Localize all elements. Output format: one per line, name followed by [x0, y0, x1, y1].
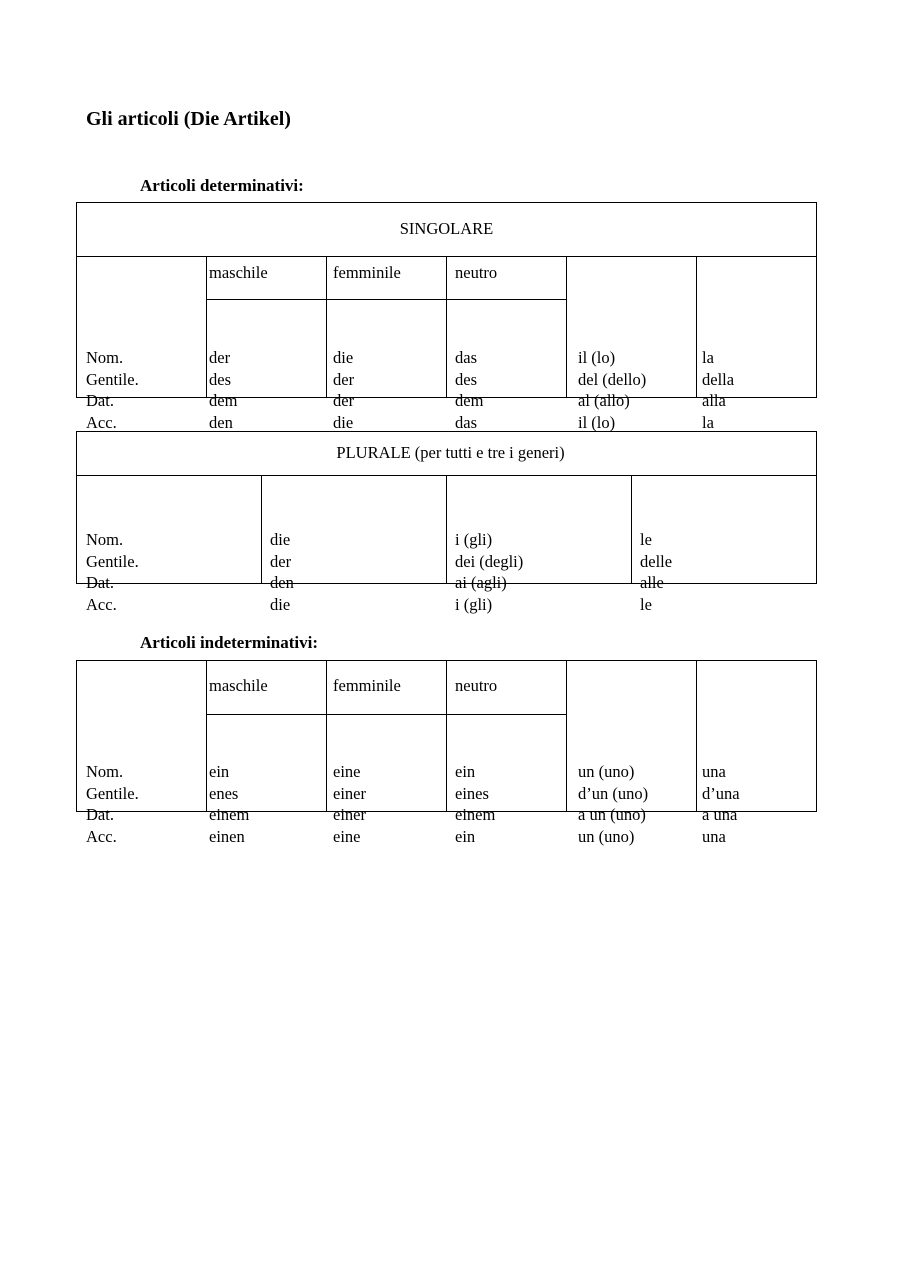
plurale-col-divider-1 [261, 475, 262, 584]
singolare-col-divider-3 [446, 256, 447, 398]
indet-gender-header-femminile: femminile [333, 676, 401, 695]
indeterminativi-heading: Articoli indeterminativi: [140, 633, 318, 652]
indet-col-divider-1 [206, 660, 207, 812]
singolare-gender-divider [206, 299, 566, 300]
singolare-femminile: die der der die [333, 348, 355, 432]
indet-gender-header-maschile: maschile [209, 676, 268, 695]
indet-maschile: ein enes einem einen [209, 762, 250, 846]
indet-col-divider-4 [566, 660, 567, 812]
singolare-col-divider-2 [326, 256, 327, 398]
page-title: Gli articoli (Die Artikel) [86, 108, 291, 130]
singolare-cases: Nom. Gentile. Dat. Acc. [86, 348, 139, 432]
singolare-maschile: der des dem den [209, 348, 238, 432]
plurale-col-divider-2 [446, 475, 447, 584]
singolare-neutro: das des dem das [455, 348, 484, 432]
singolare-col-divider-1 [206, 256, 207, 398]
indet-col-divider-5 [696, 660, 697, 812]
plurale-col-divider-3 [631, 475, 632, 584]
singolare-col-divider-5 [696, 256, 697, 398]
singolare-it-masc: il (lo) del (dello) al (allo) il (lo) [578, 348, 647, 432]
determinativi-heading: Articoli determinativi: [140, 176, 304, 195]
indet-gender-divider [206, 714, 566, 715]
indet-cases: Nom. Gentile. Dat. Acc. [86, 762, 139, 846]
indet-col-divider-3 [446, 660, 447, 812]
indet-it-fem: una d’una a una una [702, 762, 740, 846]
plurale-it-masc: i (gli) dei (degli) ai (agli) i (gli) [455, 530, 524, 614]
gender-header-femminile: femminile [333, 263, 401, 282]
singolare-header: SINGOLARE [399, 219, 494, 238]
plurale-header: PLURALE (per tutti e tre i generi) [336, 443, 565, 462]
singolare-it-fem: la della alla la [702, 348, 735, 432]
singolare-col-divider-4 [566, 256, 567, 398]
indet-it-masc: un (uno) d’un (uno) a un (uno) un (uno) [578, 762, 649, 846]
indet-neutro: ein eines einem ein [455, 762, 496, 846]
indet-femminile: eine einer einer eine [333, 762, 366, 846]
indet-gender-header-neutro: neutro [455, 676, 498, 695]
plurale-cases: Nom. Gentile. Dat. Acc. [86, 530, 139, 614]
indet-col-divider-2 [326, 660, 327, 812]
gender-header-maschile: maschile [209, 263, 268, 282]
plurale-it-fem: le delle alle le [640, 530, 673, 614]
plurale-de: die der den die [270, 530, 294, 614]
gender-header-neutro: neutro [455, 263, 498, 282]
